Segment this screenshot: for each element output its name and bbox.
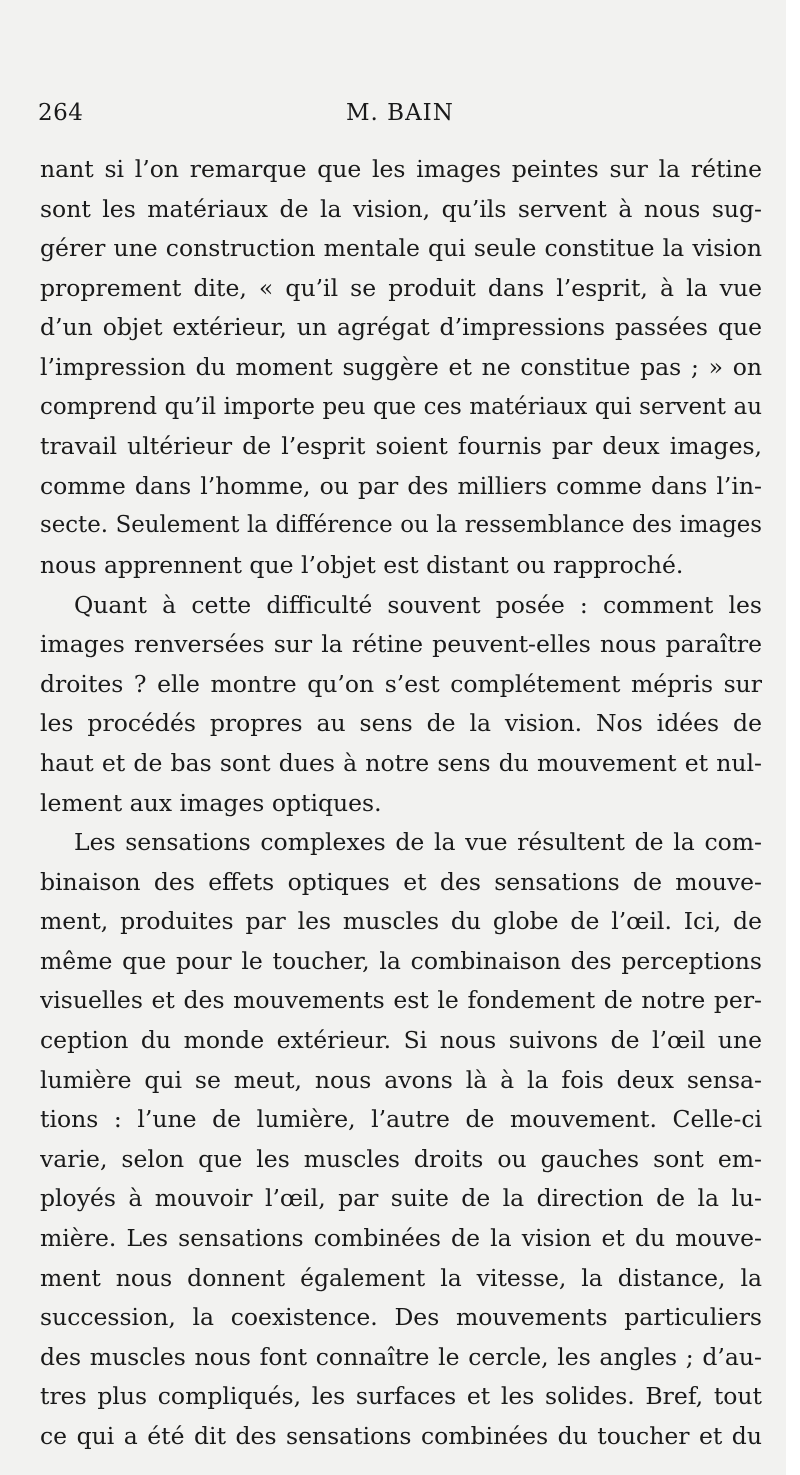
- text-line: l’impression du moment suggère et ne constitue pas ; » on: [40, 352, 762, 381]
- text-line: droites ? elle montre qu’on s’est complétement mépris sur: [40, 669, 762, 698]
- text-line: mière. Les sensations combinées de la vision et du mouve-: [40, 1224, 762, 1253]
- text-line: lement aux images optiques.: [40, 788, 382, 817]
- body-text: [40, 150, 762, 1457]
- text-line: les procédés propres au sens de la vision. Nos idées de: [40, 709, 762, 738]
- text-line: tres plus compliqués, les surfaces et les solides. Bref, tout: [40, 1382, 762, 1411]
- text-line: gérer une construction mentale qui seule constitue la vision: [40, 234, 762, 263]
- paragraph-2: [40, 586, 762, 824]
- paragraph-1: [40, 150, 762, 586]
- text-line: Quant à cette difficulté souvent posée : comment les: [74, 590, 762, 619]
- text-line: nous apprennent que l’objet est distant ou rapproché.: [40, 550, 684, 579]
- text-line: tions : l’une de lumière, l’autre de mouvement. Celle-ci: [40, 1105, 762, 1134]
- text-line: succession, la coexistence. Des mouvements particuliers: [40, 1303, 762, 1332]
- text-line: binaison des effets optiques et des sensations de mouve-: [40, 867, 762, 896]
- text-line: Les sensations complexes de la vue résultent de la com-: [74, 828, 762, 857]
- text-line: nant si l’on remarque que les images peintes sur la rétine: [40, 155, 762, 183]
- text-line: ce qui a été dit des sensations combinées du toucher et du: [40, 1422, 762, 1450]
- text-line: sont les matériaux de la vision, qu’ils servent à nous sug-: [40, 194, 762, 223]
- text-line: proprement dite, « qu’il se produit dans l’esprit, à la vue: [40, 273, 762, 302]
- text-line: ception du monde extérieur. Si nous suivons de l’œil une: [40, 1026, 762, 1055]
- text-line: images renversées sur la rétine peuvent-elles nous paraître: [40, 630, 762, 659]
- text-line: ment nous donnent également la vitesse, la distance, la: [40, 1263, 762, 1292]
- text-line: ment, produites par les muscles du globe de l’œil. Ici, de: [40, 907, 762, 936]
- text-line: travail ultérieur de l’esprit soient fournis par deux images,: [40, 432, 762, 461]
- text-line: varie, selon que les muscles droits ou gauches sont em-: [40, 1144, 762, 1173]
- text-line: secte. Seulement la différence ou la ressemblance des images: [40, 512, 762, 539]
- text-line: des muscles nous font connaître le cercle, les angles ; d’au-: [40, 1342, 762, 1371]
- running-head: M. BAIN: [346, 100, 454, 126]
- text-line: lumière qui se meut, nous avons là à la fois deux sensa-: [40, 1065, 762, 1094]
- text-line: ployés à mouvoir l’œil, par suite de la direction de la lu-: [40, 1184, 762, 1213]
- text-line: comprend qu’il importe peu que ces matériaux qui servent au: [40, 393, 762, 420]
- page-number: 264: [38, 100, 84, 126]
- text-line: comme dans l’homme, ou par des milliers comme dans l’in-: [40, 471, 762, 500]
- paragraph-3: [40, 823, 762, 1457]
- text-line: haut et de bas sont dues à notre sens du mouvement et nul-: [40, 748, 762, 777]
- text-line: même que pour le toucher, la combinaison des perceptions: [40, 946, 762, 975]
- text-line: visuelles et des mouvements est le fondement de notre per-: [40, 986, 762, 1015]
- text-line: d’un objet extérieur, un agrégat d’impressions passées que: [40, 313, 762, 342]
- page-edge: [786, 0, 800, 1475]
